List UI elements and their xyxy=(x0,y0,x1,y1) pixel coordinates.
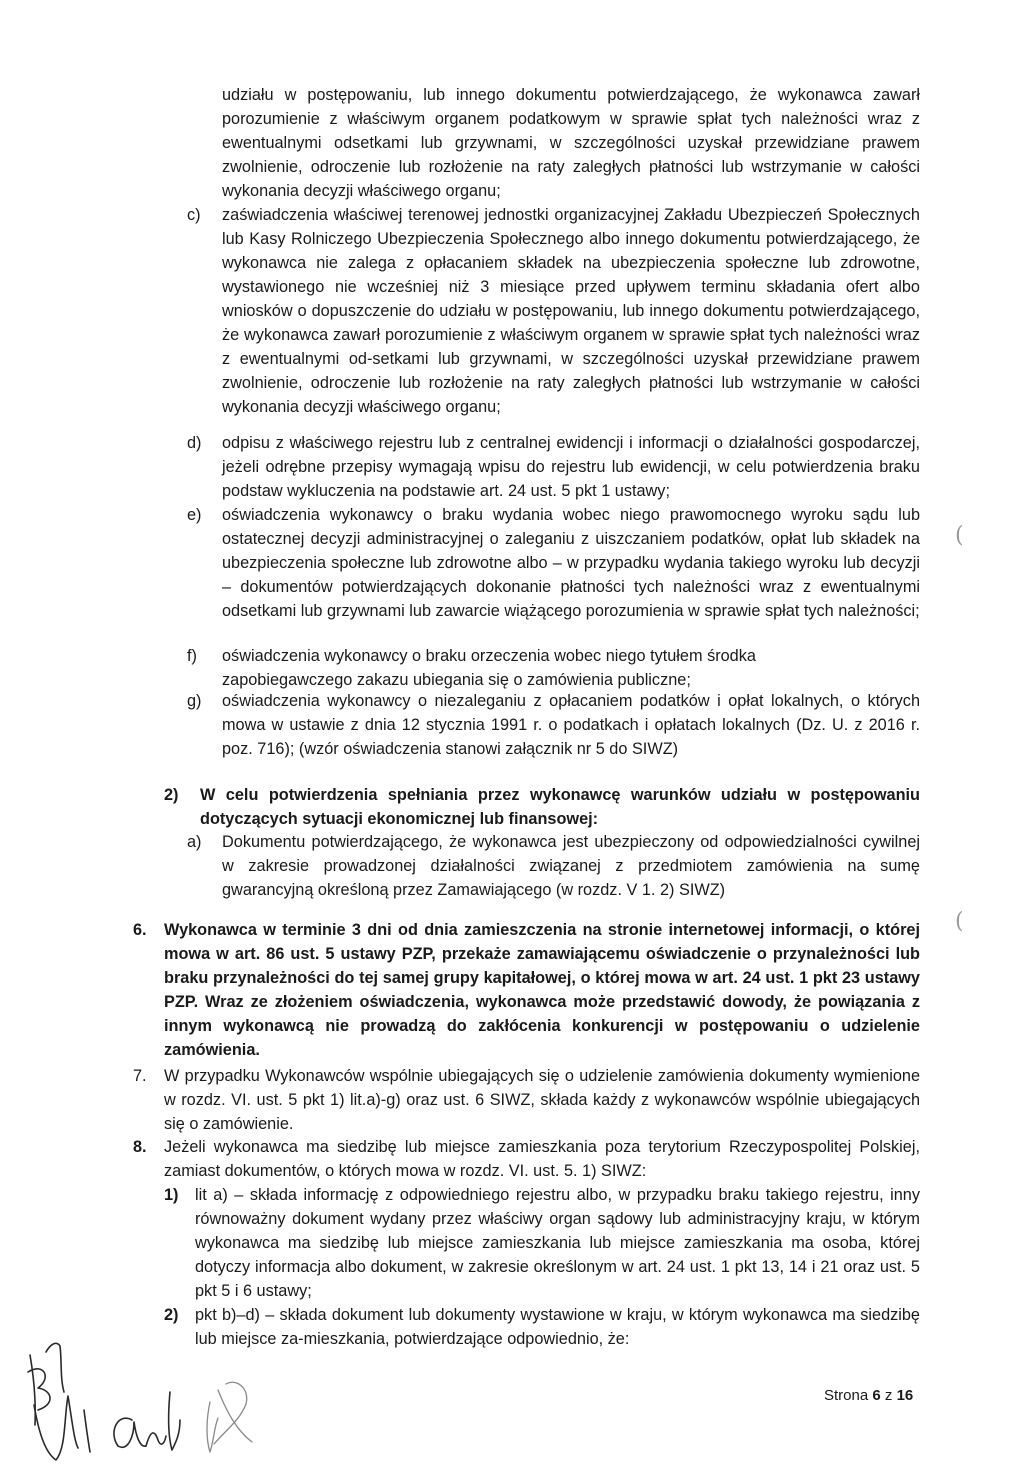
section-2-heading: W celu potwierdzenia spełniania przez wykonawcę warunków udziału w postępowaniu dotyczących sytuacji ekonomicznej lub finansowej: xyxy=(200,786,920,828)
section-2-label: 2) xyxy=(164,786,179,804)
item-d-text: odpisu z właściwego rejestru lub z centralnej ewidencji i informacji o działalności gospodarczej, jeżeli odrębne przepisy wymagają wpisu do rejestru lub ewidencji, w celu potwierdzenia braku podstaw wykluczenia na podstawie art. 24 ust. 5 pkt 1 ustawy; xyxy=(222,434,920,500)
point-7-label: 7. xyxy=(133,1067,147,1085)
signature-stroke xyxy=(28,1369,50,1410)
signature-stroke xyxy=(207,1402,218,1452)
item-c-label: c) xyxy=(187,206,201,224)
signature-stroke xyxy=(214,1382,247,1444)
signature-stroke xyxy=(146,1433,166,1446)
signature-stroke xyxy=(30,1355,35,1425)
item-d-label: d) xyxy=(187,434,202,452)
signature-stroke xyxy=(34,1396,78,1460)
point-7-text: W przypadku Wykonawców wspólnie ubiegających się o udzielenie zamówienia dokumenty wymienione w rozdz. VI. ust. 5 pkt 1) lit.a)-g) oraz ust. 6 SIWZ, składa każdy z wykonawców wspólnie ubiegających się o zamówienie. xyxy=(164,1067,920,1133)
signature-stroke xyxy=(84,1410,90,1452)
point-8-sub-1-label: 1) xyxy=(164,1186,179,1204)
point-8-sub-2-label: 2) xyxy=(164,1306,179,1324)
margin-mark: ( xyxy=(955,909,964,934)
point-6-text: Wykonawca w terminie 3 dni od dnia zamieszczenia na stronie internetowej informacji, o której mowa w art. 86 ust. 5 ustawy PZP, przekaże zamawiającemu oświadczenie o przynależności lub braku przynależności do tej samej grupy kapitałowej, o której mowa w art. 24 ust. 1 pkt 23 ustawy PZP. Wraz ze złożeniem oświadczenia, wykonawca może przedstawić dowody, że powiązania z innym wykonawcą nie prowadzą do zakłócenia konkurencji w postępowaniu o udzielenie zamówienia. xyxy=(164,921,920,1059)
point-8-sub-1-text: lit a) – składa informację z odpowiedniego rejestru albo, w przypadku braku takiego rejestru, inny równoważny dokument wydany przez właściwy organ sądowy lub administracyjny kraju, w którym wykonawca ma siedzibę lub miejsce zamieszkania lub miejsce zamieszkania ma osoba, której dotyczy informacja albo dokument, w zakresie określonym w art. 24 ust. 1 pkt 13, 14 i 21 oraz ust. 5 pkt 5 i 6 ustawy; xyxy=(195,1186,920,1300)
page-number-footer xyxy=(824,1386,913,1406)
point-8-label: 8. xyxy=(133,1138,147,1156)
footer-sep: z xyxy=(884,1387,893,1404)
margin-mark: ( xyxy=(955,523,964,548)
footer-prefix: Strona xyxy=(824,1387,869,1404)
item-f-text: oświadczenia wykonawcy o braku orzeczenia wobec niego tytułem środka zapobiegawczego zakazu ubiegania się o zamówienia publiczne; xyxy=(222,647,756,689)
item-e-label: e) xyxy=(187,506,202,524)
item-g-label: g) xyxy=(187,692,202,710)
item-e-text: oświadczenia wykonawcy o braku wydania wobec niego prawomocnego wyroku sądu lub ostatecznej decyzji administracyjnej o zaleganiu z uiszczaniem podatków, opłat lub składek na ubezpieczenia społeczne lub zdrowotne albo – w przypadku wydania takiego wyroku lub decyzji – dokumentów potwierdzających dokonanie płatności tych należności wraz z ewentualnymi odsetkami lub grzywnami lub zawarcie wiążącego porozumienia w sprawie spłat tych należności; xyxy=(222,506,920,620)
footer-total: 16 xyxy=(896,1387,914,1404)
item-c-text: zaświadczenia właściwej terenowej jednostki organizacyjnej Zakładu Ubezpieczeń Społecznych lub Kasy Rolniczego Ubezpieczenia Społecznego albo innego dokumentu potwierdzającego, że wykonawca nie zalega z opłacaniem składek na ubezpieczenia społeczne lub zdrowotne, wystawionego nie wcześniej niż 3 miesiące przed upływem terminu składania ofert albo wniosków o dopuszczenie do udziału w postępowaniu, lub innego dokumentu potwierdzającego, że wykonawca zawarł porozumienie z właściwym organem w sprawie spłat tych należności wraz z ewentualnymi od-setkami lub grzywnami, w szczególności uzyskał przewidziane prawem zwolnienie, odroczenie lub rozłożenie na raty zaległych płatności lub wstrzymanie w całości wykonania decyzji właściwego organu; xyxy=(222,206,920,416)
item-f-label: f) xyxy=(187,647,197,665)
signature-stroke xyxy=(218,1390,252,1442)
section-2-item-a-label: a) xyxy=(187,833,202,851)
continuation-paragraph: udziału w postępowaniu, lub innego dokumentu potwierdzającego, że wykonawca zawarł porozumienie z właściwym organem podatkowym w sprawie spłat tych należności wraz z ewentualnymi odsetkami lub grzywnami, w szczególności uzyskał przewidziane prawem zwolnienie, odroczenie lub rozłożenie na raty zaległych płatności lub wstrzymanie w całości wykonania decyzji właściwego organu; xyxy=(222,86,920,200)
signature-stroke xyxy=(46,1343,64,1392)
item-g-text: oświadczenia wykonawcy o niezaleganiu z opłacaniem podatków i opłat lokalnych, o których mowa w ustawie z dnia 12 stycznia 1991 r. o podatkach i opłatach lokalnych (Dz. U. z 2016 r. poz. 716); (wzór oświadczenia stanowi załącznik nr 5 do SIWZ) xyxy=(222,692,920,758)
footer-page: 6 xyxy=(872,1387,881,1404)
signature-stroke xyxy=(169,1392,180,1450)
signature-stroke xyxy=(114,1418,146,1447)
point-8-text: Jeżeli wykonawca ma siedzibę lub miejsce zamieszkania poza terytorium Rzeczypospolitej Polskiej, zamiast dokumentów, o których mowa w rozdz. VI. ust. 5. 1) SIWZ: xyxy=(164,1138,920,1180)
section-2-item-a-text: Dokumentu potwierdzającego, że wykonawca jest ubezpieczony od odpowiedzialności cywilnej w zakresie prowadzonej działalności związanej z przedmiotem zamówienia na sumę gwarancyjną określoną przez Zamawiającego (w rozdz. V 1. 2) SIWZ) xyxy=(222,833,920,899)
point-6-label: 6. xyxy=(133,921,147,939)
point-8-sub-2-text: pkt b)–d) – składa dokument lub dokumenty wystawione w kraju, w którym wykonawca ma siedzibę lub miejsce za-mieszkania, potwierdzające odpowiednio, że: xyxy=(195,1306,920,1348)
